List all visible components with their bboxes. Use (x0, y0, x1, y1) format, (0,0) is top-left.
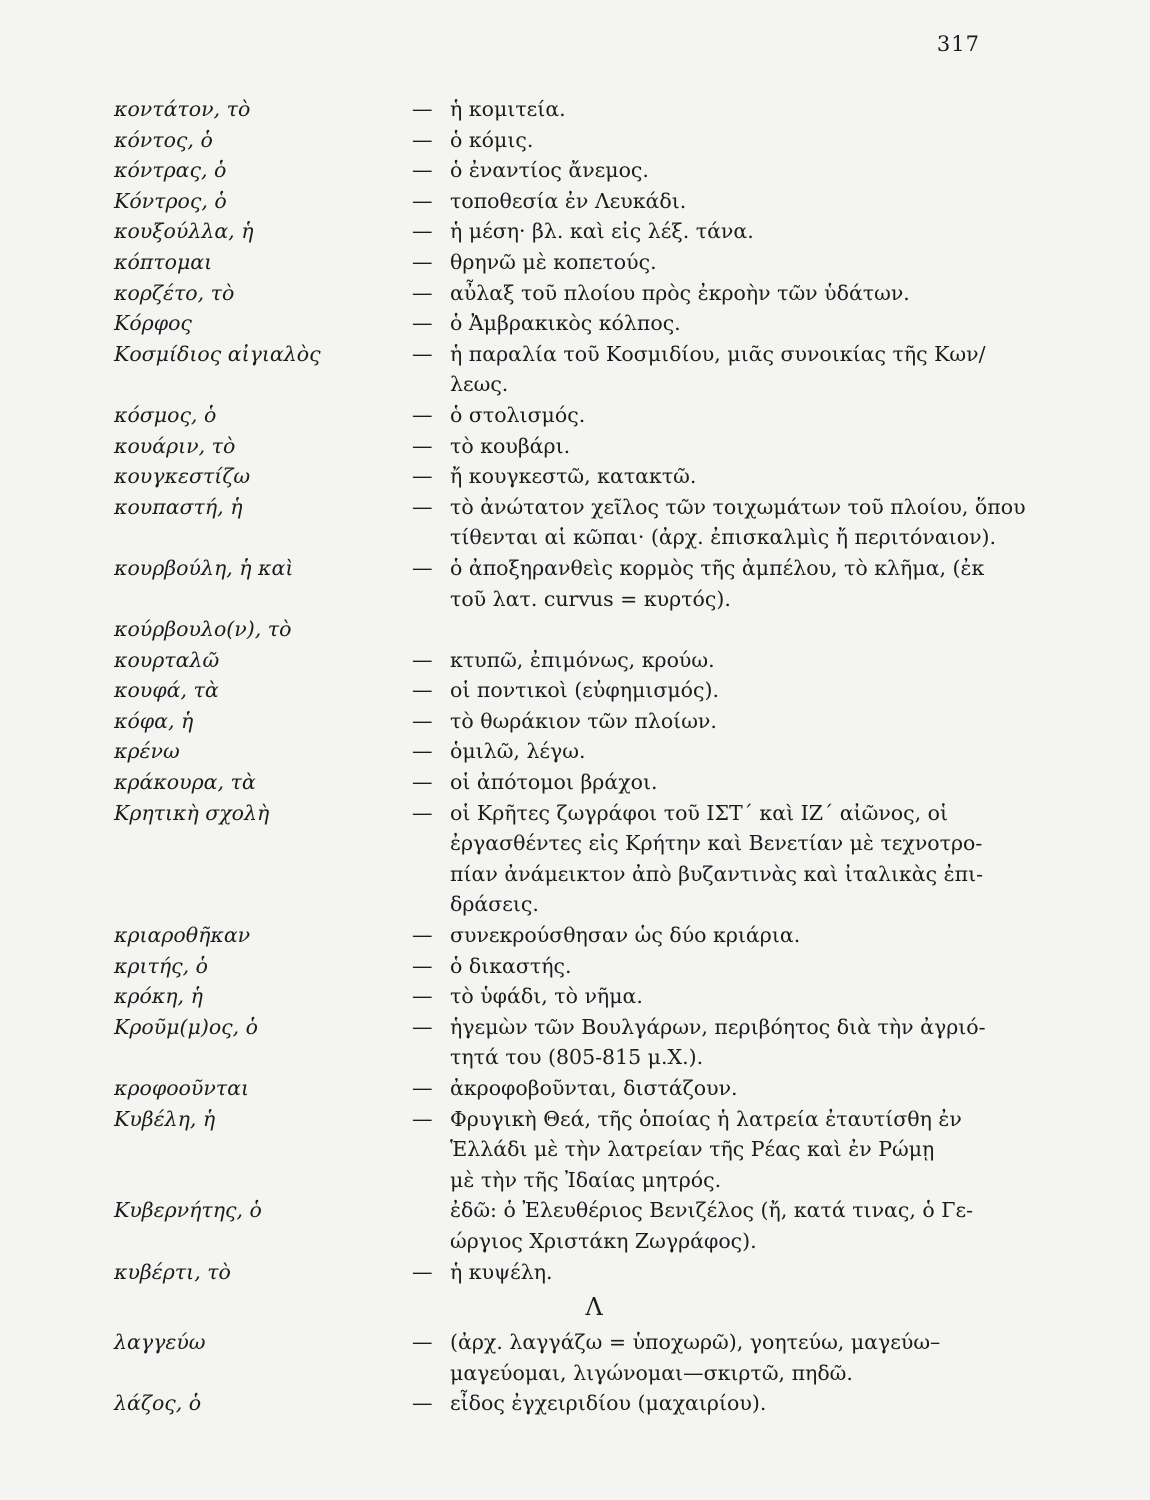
entry-definition (450, 339, 994, 400)
entry-dash: — (412, 219, 433, 244)
entry-dash: — (412, 1391, 433, 1416)
entry-definition (450, 1073, 994, 1104)
entry-term: κουρταλῶ (114, 647, 220, 672)
glossary-entry (114, 155, 994, 186)
entry-dash: — (412, 1076, 433, 1100)
glossary-entry (114, 981, 994, 1012)
entry-dash: — (412, 555, 433, 580)
entry-term: κουγκεστίζω (114, 464, 251, 489)
entry-dash: — (412, 678, 433, 703)
definition-line: (ἀρχ. λαγγάζω = ὑποχωρῶ), γοητεύω, μαγεύω– (450, 1330, 941, 1355)
entry-term: κρόκη, ἡ (114, 984, 203, 1009)
glossary-entry (114, 94, 994, 125)
entry-term: κροφοοῦνται (114, 1076, 250, 1100)
glossary-entry (114, 706, 994, 737)
glossary-entry (114, 920, 994, 951)
entry-definition (450, 1104, 994, 1196)
entry-term: Κόρφος (114, 311, 192, 336)
definition-line: ἡ μέση· βλ. καὶ εἰς λέξ. τάνα. (450, 219, 754, 244)
entry-definition (450, 1257, 994, 1288)
definition-line: τοῦ λατ. curvus = κυρτός). (450, 586, 731, 611)
glossary-entry (114, 278, 994, 309)
entry-dash (412, 1195, 438, 1256)
glossary-entry (114, 308, 994, 339)
glossary-entry (114, 1327, 994, 1388)
definition-line: οἱ Κρῆτες ζωγράφοι τοῦ ΙΣΤ΄ καὶ ΙΖ΄ αἰῶνος, οἱ (450, 800, 949, 825)
glossary-entry (114, 492, 1026, 553)
entry-term: κρένω (114, 739, 180, 764)
glossary-entry (114, 675, 994, 706)
entry-definition (450, 278, 994, 309)
entry-term: κράκουρα, τὰ (114, 770, 256, 795)
entry-definition (450, 553, 994, 614)
entry-definition (450, 798, 994, 920)
entry-dash: — (412, 158, 433, 183)
definition-line: τὸ ὑφάδι, τὸ νῆμα. (450, 984, 643, 1009)
entry-definition (450, 431, 994, 462)
definition-line: μαγεύομαι, λιγώνομαι—σκιρτῶ, πηδῶ. (450, 1360, 853, 1385)
definition-line: πίαν ἀνάμεικτον ἀπὸ βυζαντινὰς καὶ ἰταλικὰς ἐπι- (450, 861, 984, 886)
entry-term: λάζος, ὁ (114, 1391, 202, 1416)
entry-definition (450, 308, 994, 339)
glossary-entry (114, 125, 994, 156)
entry-dash: — (412, 433, 433, 458)
entry-term: λαγγεύω (114, 1330, 206, 1355)
entry-term: κουπαστή, ἡ (114, 494, 243, 519)
definition-line: ἀκροφοβοῦνται, διστάζουν. (450, 1076, 738, 1100)
entry-term: Κοσμίδιος αἰγιαλὸς (114, 341, 321, 366)
entry-dash: — (412, 708, 433, 733)
entry-dash: — (412, 1014, 433, 1039)
definition-line: τίθενται αἱ κῶπαι· (ἀρχ. ἐπισκαλμὶς ἤ περιτόναιον). (450, 525, 997, 550)
entry-term: κούρβουλο(ν), τὸ (114, 617, 292, 642)
entry-dash: — (412, 647, 433, 672)
entry-definition (450, 706, 994, 737)
glossary-entry (114, 553, 994, 614)
entry-definition (450, 675, 994, 706)
entry-definition (450, 1327, 994, 1388)
glossary (114, 94, 1026, 1419)
definition-line: μὲ τὴν τῆς Ἰδαίας μητρός. (450, 1167, 722, 1192)
definition-line: ὁ κόμις. (450, 127, 534, 152)
glossary-entry (114, 798, 994, 920)
glossary-entry (114, 1257, 994, 1288)
glossary-entry (114, 1195, 994, 1256)
entry-term: Κρητικὴ σχολὴ (114, 800, 270, 825)
definition-line: ὁμιλῶ, λέγω. (450, 739, 586, 764)
definition-line: ὁ ἐναντίος ἄνεμος. (450, 158, 649, 183)
glossary-entry (114, 1012, 994, 1073)
entry-dash: — (412, 923, 433, 948)
entry-dash: — (412, 341, 433, 366)
entry-term: κόντρας, ὁ (114, 158, 227, 183)
glossary-entry (114, 216, 994, 247)
entry-term: κουφά, τὰ (114, 678, 219, 703)
entry-term: Κόντρος, ὁ (114, 188, 227, 213)
entry-dash: — (412, 402, 433, 427)
entry-term: κόπτομαι (114, 249, 213, 274)
entry-term: κριαροθῆκαν (114, 923, 251, 948)
glossary-entry (114, 339, 994, 400)
entry-definition (450, 981, 994, 1012)
definition-line: ἐργασθέντες εἰς Κρήτην καὶ Βενετίαν μὲ τεχνοτρο- (450, 831, 983, 856)
entry-definition (450, 400, 994, 431)
glossary-entry (114, 951, 994, 982)
definition-line: συνεκρούσθησαν ὡς δύο κριάρια. (450, 923, 801, 948)
entry-dash: — (412, 984, 433, 1009)
definition-line: ἐδῶ: ὁ Ἐλευθέριος Βενιζέλος (ἤ, κατά τινας, ὁ Γε- (450, 1198, 974, 1223)
entry-definition (450, 736, 994, 767)
definition-line: ὁ Ἀμβρακικὸς κόλπος. (450, 311, 681, 336)
definition-line: ἡγεμὼν τῶν Βουλγάρων, περιβόητος διὰ τὴν ἀγριό- (450, 1014, 986, 1039)
glossary-entry (114, 400, 994, 431)
definition-line: κτυπῶ, ἐπιμόνως, κρούω. (450, 647, 715, 672)
entry-dash: — (412, 280, 433, 305)
definition-line: Ἑλλάδι μὲ τὴν λατρείαν τῆς Ρέας καὶ ἐν Ρώμῃ (450, 1137, 935, 1162)
definition-line: θρηνῶ μὲ κοπετούς. (450, 249, 657, 274)
entry-dash: — (412, 464, 433, 489)
glossary-entry (114, 247, 994, 278)
glossary-entry (114, 1073, 994, 1104)
entry-definition (450, 1012, 994, 1073)
entry-term: κριτής, ὁ (114, 953, 209, 978)
glossary-entry (114, 736, 994, 767)
definition-line: τὸ ἀνώτατον χεῖλος τῶν τοιχωμάτων τοῦ πλοίου, ὅπου (450, 494, 1026, 519)
entry-dash: — (412, 249, 433, 274)
entry-definition (450, 216, 994, 247)
definition-line: δράσεις. (450, 892, 539, 917)
glossary-entry (114, 461, 994, 492)
entry-dash: — (412, 97, 433, 121)
entry-term: κουάριν, τὸ (114, 433, 236, 458)
entry-dash: — (412, 770, 433, 795)
definition-line: εἶδος ἐγχειριδίου (μαχαιρίου). (450, 1391, 767, 1416)
entry-definition (450, 155, 994, 186)
entry-term: κουξούλλα, ἡ (114, 219, 254, 244)
entry-term: κοντάτον, τὸ (114, 97, 251, 121)
definition-line: οἱ ἀπότομοι βράχοι. (450, 770, 658, 795)
glossary-entry (114, 767, 994, 798)
definition-line: τητά του (805-815 μ.Χ.). (450, 1045, 704, 1070)
definition-line: ἡ κυψέλη. (450, 1259, 553, 1284)
entry-dash: — (412, 127, 433, 152)
glossary-entry (114, 186, 994, 217)
entry-definition (450, 492, 1026, 553)
definition-line: οἱ ποντικοὶ (εὐφημισμός). (450, 678, 719, 703)
definition-line: ἡ παραλία τοῦ Κοσμιδίου, μιᾶς συνοικίας τῆς Κων/ (450, 341, 986, 366)
entry-term: Κυβέλη, ἡ (114, 1106, 216, 1131)
entry-dash: — (412, 1259, 433, 1284)
entry-definition (450, 186, 994, 217)
entry-definition (450, 645, 994, 676)
entry-definition (450, 1195, 994, 1256)
section-letter: Λ (585, 1293, 603, 1322)
entry-dash: — (412, 494, 433, 519)
definition-line: ὁ ἀποξηρανθεὶς κορμὸς τῆς ἀμπέλου, τὸ κλῆμα, (ἐκ (450, 555, 985, 580)
entry-definition (450, 614, 994, 645)
definition-line: ἤ κουγκεστῶ, κατακτῶ. (450, 464, 697, 489)
definition-line: αὖλαξ τοῦ πλοίου πρὸς ἐκροὴν τῶν ὑδάτων. (450, 280, 910, 305)
definition-line: τὸ κουβάρι. (450, 433, 571, 458)
entry-term: κόσμος, ὁ (114, 402, 217, 427)
entry-term: κυβέρτι, τὸ (114, 1259, 231, 1284)
definition-line: λεως. (450, 372, 509, 397)
glossary-entry (114, 645, 994, 676)
glossary-entry (114, 431, 994, 462)
entry-dash: — (412, 1330, 433, 1355)
glossary-entry (114, 614, 994, 645)
entry-term: κορζέτο, τὸ (114, 280, 235, 305)
entry-definition (450, 920, 994, 951)
entry-dash: — (412, 188, 433, 213)
entry-definition (450, 461, 994, 492)
entry-dash: — (412, 311, 433, 336)
entry-definition (450, 1388, 994, 1419)
entry-dash: — (412, 739, 433, 764)
entry-dash (412, 614, 438, 645)
entry-term: κόφα, ἡ (114, 708, 194, 733)
definition-line: ὁ στολισμός. (450, 402, 586, 427)
entry-definition (450, 951, 994, 982)
entry-term: Κροῦμ(μ)ος, ὁ (114, 1014, 259, 1039)
entry-definition (450, 767, 994, 798)
entry-term: κόντος, ὁ (114, 127, 213, 152)
entry-definition (450, 247, 994, 278)
definition-line: Φρυγικὴ Θεά, τῆς ὁποίας ἡ λατρεία ἐταυτίσθη ἐν (450, 1106, 962, 1131)
definition-line: ώργιος Χριστάκη Ζωγράφος). (450, 1228, 757, 1253)
definition-line: τὸ θωράκιον τῶν πλοίων. (450, 708, 717, 733)
entry-dash: — (412, 800, 433, 825)
definition-line: ἡ κομιτεία. (450, 97, 566, 121)
glossary-entry (114, 1104, 994, 1196)
entry-definition (450, 125, 994, 156)
entry-term: κουρβούλη, ἡ καὶ (114, 555, 294, 580)
entry-definition (450, 94, 994, 125)
entry-dash: — (412, 953, 433, 978)
glossary-entry (114, 1388, 994, 1419)
entry-term: Κυβερνήτης, ὁ (114, 1198, 262, 1223)
definition-line: τοποθεσία ἐν Λευκάδι. (450, 188, 687, 213)
definition-line: ὁ δικαστής. (450, 953, 572, 978)
entry-dash: — (412, 1106, 433, 1131)
page-number: 317 (936, 32, 980, 56)
